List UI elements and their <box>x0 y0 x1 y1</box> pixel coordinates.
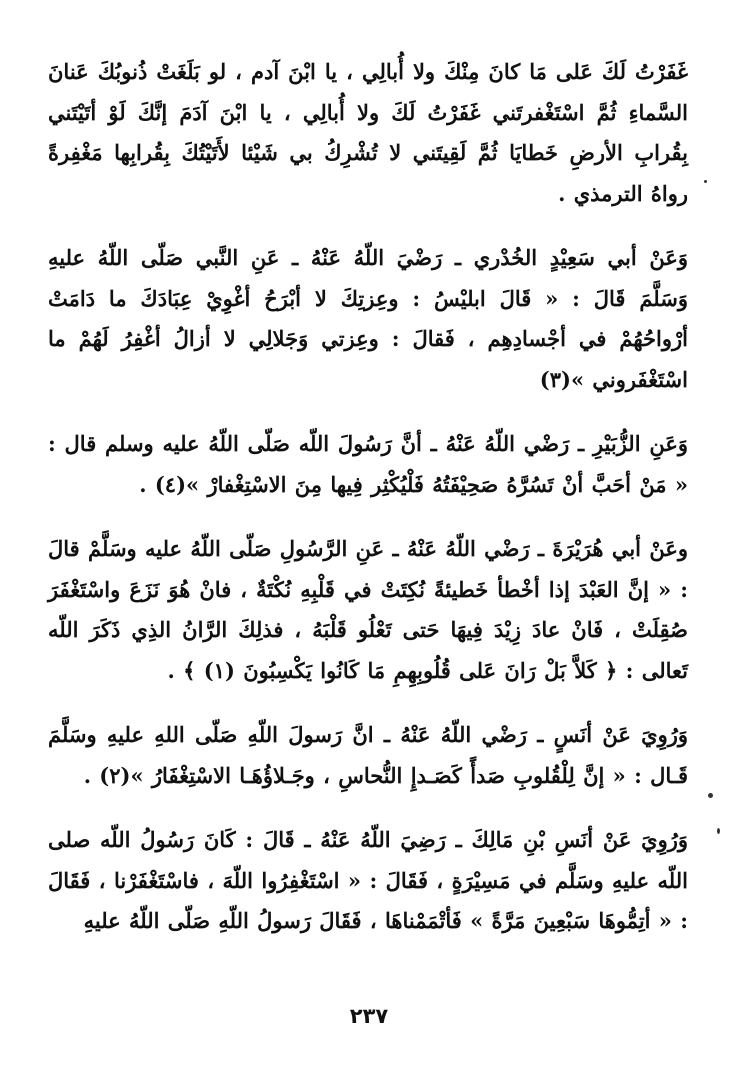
scan-speck <box>717 828 720 834</box>
body-text <box>48 52 688 942</box>
paragraph-1: غَفَرْتُ لَكَ عَلى مَا كانَ مِنْكَ ولا أُبالِي ، يا ابْنَ آدم ، لو بَلَغَتْ ذُنوبُكَ عَنانَ السَّماءِ ثُمَّ اسْتَغْفرتَني غَفَرْتُ لَكَ ولا أُبالِي ، يا ابْنَ آدَمَ إنَّكَ لَوْ أتَيْتَني بِقُرابِ الأرضِ خَطايَا ثُمَّ لَقِيتَني لا تُشْرِكُ بي شَيْئا لأَتَيْتُكَ بِقُرابِها مَغْفِرةً رواهُ الترمذي . <box>48 59 688 206</box>
page-number: ٢٣٧ <box>349 1004 389 1028</box>
scan-speck <box>704 180 707 183</box>
paragraph-6: وَرُوِيَ عَنْ أنَسِ بْنِ مَالِكَ ـ رَضِيَ اللّهُ عَنْهُ ـ قَالَ : كَانَ رَسُولُ اللّه صلى اللّه عليهِ وسَلَّم في مَسِيْرَةٍ ، فَقَالَ : « اسْتَغْفِرُوا اللّهَ ، فاسْتَغْفَرْنا ، فَقَالَ : « أتِمُّوهَا سَبْعِينَ مَرَّةً » فَأتْمَمْناهَا ، فَقَالَ رَسولُ اللّهِ صَلّى اللّهُ عليهِ <box>48 827 688 933</box>
paragraph-3: وَعَنِ الزُّبَيْرِ ـ رَضْي اللّهُ عَنْهُ ـ أنَّ رَسُولَ اللّه صَلّى اللّهُ عليه وسلم قال : « مَنْ أحَبَّ أنْ تَسُرَّهُ صَحِيْفَتُهُ فَلْيُكْثِر فِيها مِنَ الاسْتِغْفارْ »(٤) . <box>48 431 688 497</box>
scan-speck <box>708 793 713 798</box>
paragraph-5: وَرُوِيَ عَنْ أنَسٍ ـ رَضْي اللّهُ عَنْهُ ـ انَّ رَسولَ اللّهِ صَلّى اللهِ عليهِ وسَلَّمَ قَـال : « إنَّ لِلْقُلوبِ صَدأً كَصَـدإِ النُّحاسِ ، وجَـلاؤُهَـا الاسْتِغْفَارُ »(٢) . <box>48 722 688 788</box>
paragraph-4: وعَنْ أبي هُرَيْرَةَ ـ رَضْي اللّهُ عَنْهُ ـ عَنِ الرَّسُولِ صَلّى اللّهُ عليه وسَلَّمْ قالَ : « إنَّ العَبْدَ إذا أخْطأ خَطيئةً نُكِتَتْ في قَلْبِهِ نُكْتَةٌ ، فانْ هُوَ نَزَعَ واسْتَغْفَرَ صُقِلَتْ ، فَانْ عادَ زِيْدَ فِيهَا حَتى تَعْلُو قَلْبَهُ ، فذلِكَ الرَّانُ الذِي ذَكَرَ اللّه تَعالى : ﴿ كَلاَّ بَلْ رَانَ عَلى قُلُوبِهِمِ مَا كَانُوا يَكْسِبُونَ (١) ﴾ . <box>48 536 688 683</box>
paragraph-2: وَعَنْ أبي سَعِيْدٍ الخُدْري ـ رَضْيَ اللّهُ عَنْهُ ـ عَنِ النَّبي صَلّى اللّهُ عليهِ وَسَلَّمَ قَالَ : « قَالَ ابليْسُ : وعِزتِكَ لا أبْرَحُ أغْوِيْ عِبَادَكَ ما دَامَتْ أرْواحُهُمْ في أجْسادِهِم ، فَقالَ : وعِزتي وَجَلالِي لا أزالُ أغْفِرُ لَهُمْ ما اسْتَغْفَروني »(٣) <box>48 245 688 392</box>
